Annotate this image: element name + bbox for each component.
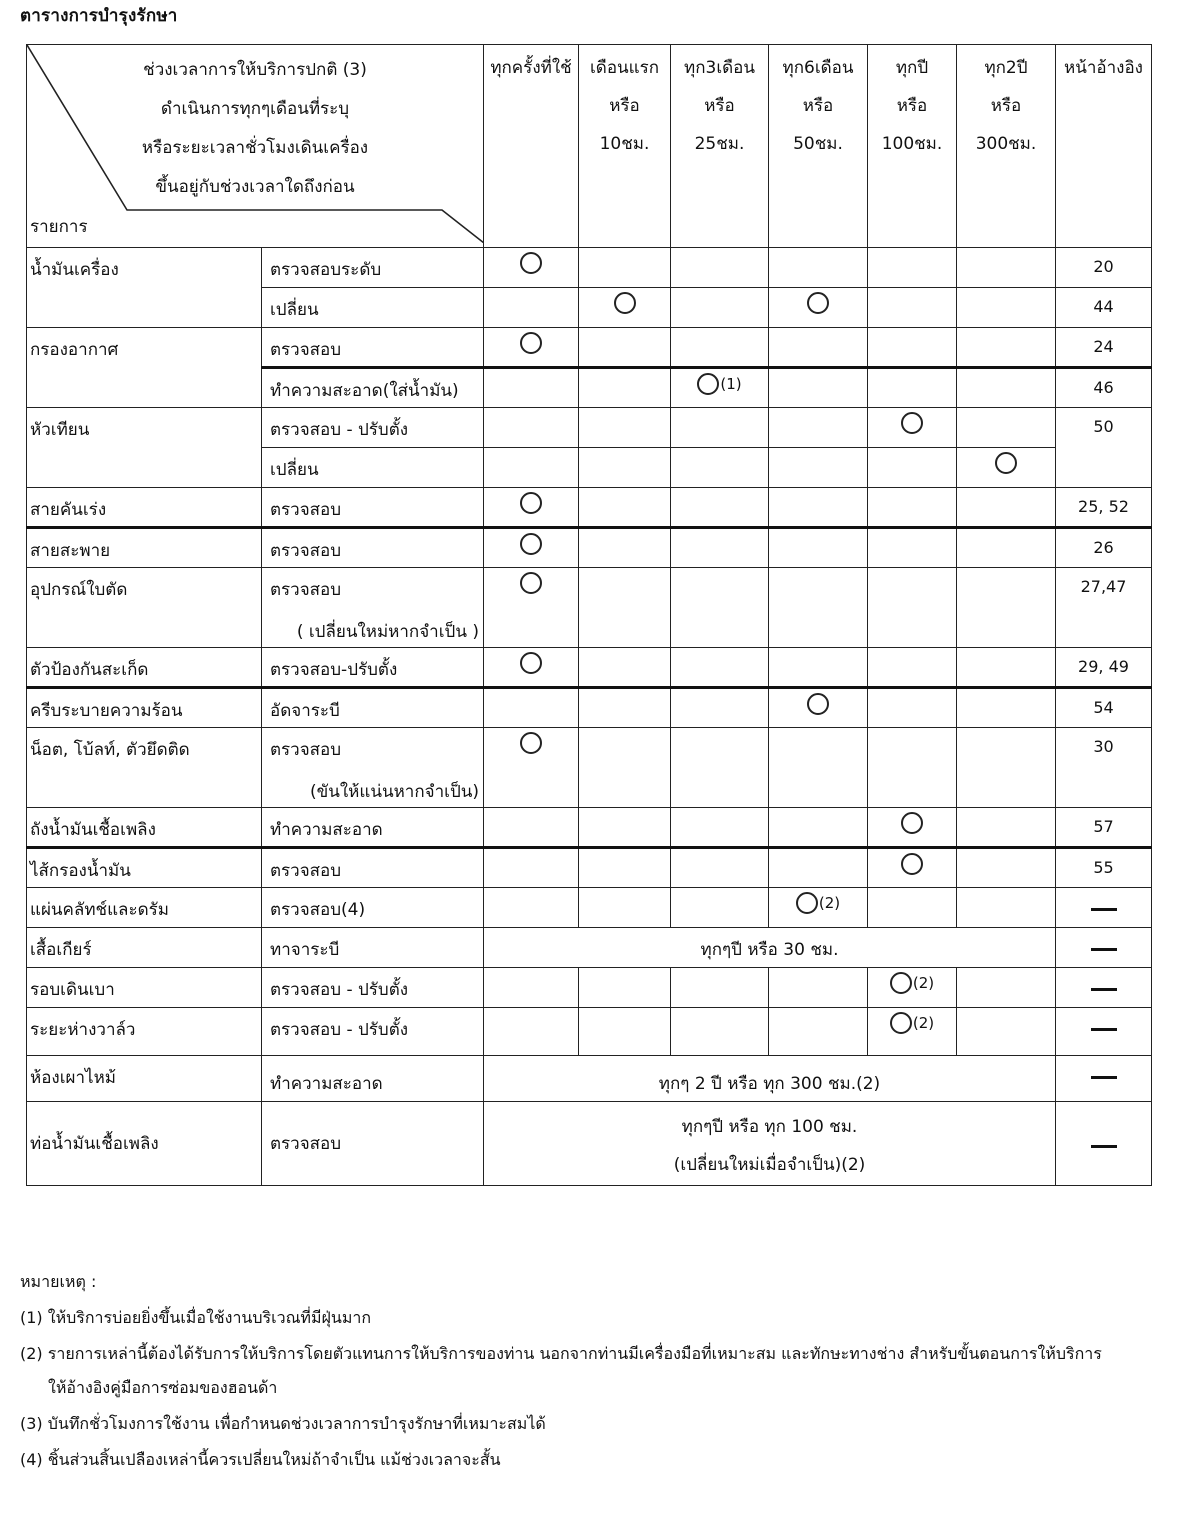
item-name: ระยะห่างวาล์ว	[27, 1008, 262, 1056]
col-header-6-months	[769, 45, 868, 248]
reference-page: 57	[1056, 808, 1152, 848]
item-action: ทำความสะอาด	[262, 808, 484, 848]
item-action: ตรวจสอบ	[262, 1102, 484, 1186]
col-header-line: ทุกปี	[895, 58, 929, 78]
mark-cell	[484, 568, 579, 648]
item-action: ตรวจสอบ - ปรับตั้ง	[262, 968, 484, 1008]
no-reference-dash	[1091, 1028, 1117, 1031]
mark-cell	[484, 528, 579, 568]
mark-cell	[868, 968, 957, 1008]
reference-page: 44	[1056, 288, 1152, 328]
no-reference-dash	[1091, 988, 1117, 991]
mark-cell	[484, 648, 579, 688]
col-header-line: เดือนแรก	[589, 58, 660, 78]
item-action-subnote: ( เปลี่ยนใหม่หากจำเป็น )	[296, 622, 479, 642]
col-header-line: ทุก2ปี	[984, 58, 1028, 78]
table-row	[27, 408, 1152, 448]
scheduled-mark	[807, 693, 829, 715]
reference-page: 24	[1056, 328, 1152, 368]
reference-page: 29, 49	[1056, 648, 1152, 688]
footnote: (3) บันทึกชั่วโมงการใช้งาน เพื่อกำหนดช่วงเวลาการบำรุงรักษาที่เหมาะสมได้	[20, 1414, 546, 1433]
reference-page: 26	[1056, 528, 1152, 568]
interval-text	[484, 1102, 1056, 1186]
mark-note: (1)	[720, 375, 742, 393]
item-name: ตัวป้องกันสะเก็ด	[27, 648, 262, 688]
reference-page: 54	[1056, 688, 1152, 728]
mark-cell	[769, 288, 868, 328]
col-header-line: หรือ	[896, 96, 928, 116]
item-name: ครีบระบายความร้อน	[27, 688, 262, 728]
col-header-every-use	[484, 45, 579, 248]
mark-note: (2)	[818, 894, 841, 912]
footnote-continuation: ให้อ้างอิงคู่มือการซ่อมของฮอนด้า	[48, 1378, 278, 1397]
item-name: เสื้อเกียร์	[27, 928, 262, 968]
scheduled-mark	[520, 732, 542, 754]
item-action: ตรวจสอบระดับ	[262, 248, 484, 288]
table-row	[27, 1056, 1152, 1102]
period-line: หรือระยะเวลาชั่วโมงเดินเครื่อง	[141, 138, 369, 158]
footnote: (2) รายการเหล่านี้ต้องได้รับการให้บริการโดยตัวแทนการให้บริการของท่าน นอกจากท่านมีเครื่องมือที่เหมาะสม และทักษะทางช่าง สำหรับขั้นตอนการให้บริการ	[20, 1344, 1102, 1363]
item-name: สายคันเร่ง	[27, 488, 262, 528]
col-header-yearly	[868, 45, 957, 248]
col-header-2-years	[957, 45, 1056, 248]
mark-cell	[671, 368, 769, 408]
page-title: ตารางการบำรุงรักษา	[20, 6, 178, 26]
reference-page: 55	[1056, 848, 1152, 888]
mark-note: (2)	[912, 1014, 935, 1032]
item-action: ตรวจสอบ	[262, 528, 484, 568]
table-row	[27, 1008, 1152, 1056]
mark-cell	[769, 888, 868, 928]
reference-page: 25, 52	[1056, 488, 1152, 528]
item-action-subnote: (ขันให้แน่นหากจำเป็น)	[310, 782, 479, 802]
maintenance-schedule-table	[26, 44, 1152, 1186]
col-header-line: 25ชม.	[694, 134, 745, 154]
reference-page: 46	[1056, 368, 1152, 408]
scheduled-mark	[520, 652, 542, 674]
col-header-line: 300ชม.	[975, 134, 1037, 154]
item-name: รอบเดินเบา	[27, 968, 262, 1008]
period-line: ช่วงเวลาการให้บริการปกติ (3)	[143, 60, 367, 80]
col-header-line: ทุก3เดือน	[684, 58, 755, 78]
scheduled-mark	[520, 332, 542, 354]
table-row	[27, 928, 1152, 968]
table-row	[27, 248, 1152, 288]
item-column-label: รายการ	[30, 217, 88, 237]
scheduled-mark	[520, 533, 542, 555]
reference-page	[1056, 1056, 1152, 1102]
item-action: อัดจาระบี	[262, 688, 484, 728]
reference-page	[1056, 1008, 1152, 1056]
scheduled-mark	[520, 572, 542, 594]
table-row	[27, 888, 1152, 928]
reference-page	[1056, 968, 1152, 1008]
col-header-line: หรือ	[609, 96, 640, 116]
mark-cell	[868, 408, 957, 448]
interval-text: ทุกๆ 2 ปี หรือ ทุก 300 ชม.(2)	[484, 1056, 1056, 1102]
footnotes	[20, 1264, 1190, 1478]
table-header-row	[27, 45, 1152, 248]
item-action: ตรวจสอบ	[262, 848, 484, 888]
item-action-text: ตรวจสอบ	[270, 580, 342, 600]
item-action: ทำความสะอาด	[262, 1056, 484, 1102]
mark-cell	[868, 808, 957, 848]
col-header-reference-page	[1056, 45, 1152, 248]
col-header-line: หรือ	[704, 96, 735, 116]
item-name: น็อต, โบ้ลท์, ตัวยึดติด	[27, 728, 262, 808]
scheduled-mark	[796, 892, 818, 914]
item-name: ไส้กรองน้ำมัน	[27, 848, 262, 888]
item-name: กรองอากาศ	[27, 328, 262, 408]
item-action	[262, 728, 484, 808]
period-description	[27, 51, 483, 207]
item-action-text: ตรวจสอบ	[270, 740, 342, 760]
interval-line: ทุกๆปี หรือ ทุก 100 ชม.	[681, 1117, 858, 1137]
item-action	[262, 568, 484, 648]
col-header-line: ทุก6เดือน	[782, 58, 854, 78]
item-action: ทำความสะอาด(ใส่น้ำมัน)	[262, 368, 484, 408]
mark-cell	[484, 328, 579, 368]
reference-page: 30	[1056, 728, 1152, 808]
mark-cell	[484, 248, 579, 288]
reference-page	[1056, 888, 1152, 928]
mark-note: (2)	[912, 974, 935, 992]
footnote: (1) ให้บริการบ่อยยิ่งขึ้นเมื่อใช้งานบริเวณที่มีฝุ่นมาก	[20, 1308, 372, 1327]
scheduled-mark	[697, 373, 719, 395]
scheduled-mark	[995, 452, 1017, 474]
header-diagonal-cell	[27, 45, 484, 248]
table-row	[27, 688, 1152, 728]
table-row	[27, 568, 1152, 648]
scheduled-mark	[520, 252, 542, 274]
reference-page: 27,47	[1056, 568, 1152, 648]
col-header-line: หรือ	[990, 96, 1022, 116]
interval-text: ทุกๆปี หรือ 30 ชม.	[484, 928, 1056, 968]
table-row	[27, 1102, 1152, 1186]
col-header-line: หน้าอ้างอิง	[1064, 58, 1143, 78]
no-reference-dash	[1091, 948, 1117, 951]
scheduled-mark	[901, 412, 923, 434]
col-header-3-months	[671, 45, 769, 248]
item-action: ตรวจสอบ	[262, 328, 484, 368]
table-row	[27, 488, 1152, 528]
col-header-line: หรือ	[802, 96, 834, 116]
item-name: แผ่นคลัทช์และดรัม	[27, 888, 262, 928]
item-name: น้ำมันเครื่อง	[27, 248, 262, 328]
col-header-line: ทุกครั้งที่ใช้	[490, 58, 572, 78]
item-action: ตรวจสอบ(4)	[262, 888, 484, 928]
scheduled-mark	[901, 853, 923, 875]
mark-cell	[957, 448, 1056, 488]
item-name: สายสะพาย	[27, 528, 262, 568]
mark-cell	[868, 1008, 957, 1056]
footnote: (4) ชิ้นส่วนสิ้นเปลืองเหล่านี้ควรเปลี่ยนใหม่ถ้าจำเป็น แม้ช่วงเวลาจะสั้น	[20, 1450, 501, 1469]
no-reference-dash	[1091, 1076, 1117, 1079]
col-header-first-month	[579, 45, 671, 248]
no-reference-dash	[1091, 1145, 1117, 1148]
item-name: ท่อน้ำมันเชื้อเพลิง	[27, 1102, 262, 1186]
notes-heading: หมายเหตุ :	[20, 1272, 97, 1291]
table-row	[27, 968, 1152, 1008]
scheduled-mark	[901, 812, 923, 834]
table-row	[27, 648, 1152, 688]
col-header-line: 10ชม.	[599, 134, 650, 154]
item-action: ตรวจสอบ	[262, 488, 484, 528]
mark-cell	[579, 288, 671, 328]
scheduled-mark	[520, 492, 542, 514]
interval-line: (เปลี่ยนใหม่เมื่อจำเป็น)(2)	[673, 1155, 866, 1175]
period-line: ดำเนินการทุกๆเดือนที่ระบุ	[160, 99, 350, 119]
period-line: ขึ้นอยู่กับช่วงเวลาใดถึงก่อน	[155, 177, 355, 197]
item-action: เปลี่ยน	[262, 448, 484, 488]
item-name: อุปกรณ์ใบตัด	[27, 568, 262, 648]
mark-cell	[769, 688, 868, 728]
item-action: เปลี่ยน	[262, 288, 484, 328]
col-header-line: 100ชม.	[881, 134, 943, 154]
scheduled-mark	[807, 292, 829, 314]
scheduled-mark	[614, 292, 636, 314]
item-action: ตรวจสอบ - ปรับตั้ง	[262, 1008, 484, 1056]
reference-page: 50	[1056, 408, 1152, 488]
table-row	[27, 728, 1152, 808]
table-row	[27, 328, 1152, 368]
mark-cell	[484, 728, 579, 808]
item-name: ห้องเผาไหม้	[27, 1056, 262, 1102]
scheduled-mark	[890, 972, 912, 994]
item-name: ถังน้ำมันเชื้อเพลิง	[27, 808, 262, 848]
item-action: ตรวจสอบ-ปรับตั้ง	[262, 648, 484, 688]
table-row	[27, 808, 1152, 848]
item-action: ตรวจสอบ - ปรับตั้ง	[262, 408, 484, 448]
table-row	[27, 528, 1152, 568]
reference-page	[1056, 928, 1152, 968]
no-reference-dash	[1091, 908, 1117, 911]
col-header-line: 50ชม.	[793, 134, 843, 154]
item-action: ทาจาระบี	[262, 928, 484, 968]
mark-cell	[868, 848, 957, 888]
table-row	[27, 848, 1152, 888]
reference-page	[1056, 1102, 1152, 1186]
reference-page: 20	[1056, 248, 1152, 288]
item-name: หัวเทียน	[27, 408, 262, 488]
scheduled-mark	[890, 1012, 912, 1034]
mark-cell	[484, 488, 579, 528]
